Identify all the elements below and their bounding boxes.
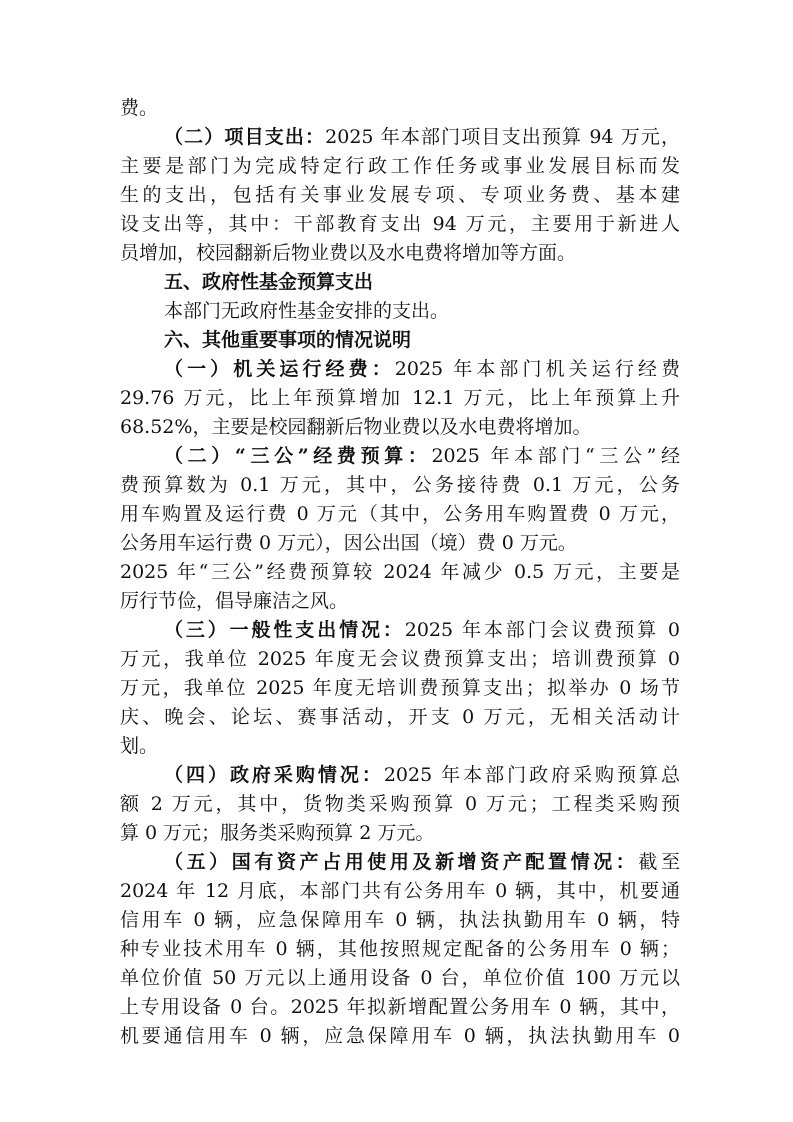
text-line	[120, 502, 680, 526]
text-run: 截至	[638, 851, 680, 873]
section-heading: （五）国有资产占用使用及新增资产配置情况：	[164, 851, 639, 873]
section-heading: （二）“三公”经费预算：	[164, 445, 432, 467]
text-run: 单位价值 50 万元以上通用设备 0 台，单位价值 100 万元以	[120, 967, 680, 989]
text-run: 2025 年本部门机关运行经费	[394, 358, 680, 380]
text-line	[120, 415, 680, 439]
text-line	[164, 444, 680, 468]
text-run: 种专业技术用车 0 辆，其他按照规定配备的公务用车 0 辆；	[120, 938, 680, 960]
text-line	[120, 212, 680, 236]
text-line	[120, 705, 680, 729]
text-run: 2024 年 12 月底，本部门共有公务用车 0 辆，其中，机要通	[120, 880, 680, 902]
text-run: 信用车 0 辆，应急保障用车 0 辆，执法执勤用车 0 辆，特	[120, 909, 680, 931]
text-line	[120, 1024, 680, 1048]
text-run: 主要是部门为完成特定行政工作任务或事业发展目标而发	[120, 155, 680, 177]
text-run: 万元，我单位 2025 年度无培训费预算支出；拟举办 0 场节	[120, 677, 680, 699]
text-run: 2025 年本部门项目支出预算 94 万元，	[325, 126, 680, 148]
text-run: 万元，我单位 2025 年度无会议费预算支出；培训费预算 0	[120, 648, 680, 670]
text-run: 额 2 万元，其中，货物类采购预算 0 万元；工程类采购预	[120, 793, 680, 815]
text-line	[164, 850, 680, 874]
text-line	[120, 560, 680, 584]
section-heading: （三）一般性支出情况：	[164, 619, 405, 641]
text-line	[120, 792, 680, 816]
text-line	[120, 531, 680, 555]
text-line	[164, 328, 680, 352]
text-run: 机要通信用车 0 辆，应急保障用车 0 辆，执法执勤用车 0	[120, 1025, 680, 1047]
text-run: 用车购置及运行费 0 万元（其中，公务用车购置费 0 万元，	[120, 503, 680, 525]
text-run: 设支出等，其中：干部教育支出 94 万元，主要用于新进人	[120, 213, 680, 235]
section-heading: 五、政府性基金预算支出	[164, 271, 374, 293]
text-line	[120, 96, 680, 120]
text-run: 费。	[120, 97, 159, 119]
text-line	[164, 763, 680, 787]
text-run: 2025 年本部门“三公”经	[431, 445, 680, 467]
text-run: 2025 年本部门政府采购预算总	[383, 764, 680, 786]
text-line	[164, 125, 680, 149]
text-run: 费预算数为 0.1 万元，其中，公务接待费 0.1 万元，公务	[120, 474, 680, 496]
text-line	[164, 299, 680, 323]
text-line	[120, 734, 680, 758]
text-run: 上专用设备 0 台。2025 年拟新增配置公务用车 0 辆，其中，	[120, 996, 680, 1018]
text-line	[120, 473, 680, 497]
text-run: 划。	[120, 735, 159, 757]
text-line	[164, 357, 680, 381]
text-run: 2025 年“三公”经费预算较 2024 年减少 0.5 万元，主要是	[120, 561, 680, 583]
text-line	[120, 154, 680, 178]
text-run: 本部门无政府性基金安排的支出。	[164, 300, 450, 322]
section-heading: 六、其他重要事项的情况说明	[164, 329, 412, 351]
text-line	[120, 386, 680, 410]
text-line	[120, 241, 680, 265]
text-line	[120, 879, 680, 903]
text-run: 员增加，校园翻新后物业费以及水电费将增加等方面。	[120, 242, 577, 264]
text-run: 算 0 万元；服务类采购预算 2 万元。	[120, 822, 435, 844]
text-run: 29.76 万元，比上年预算增加 12.1 万元，比上年预算上升	[120, 387, 680, 409]
text-line	[120, 908, 680, 932]
text-line	[120, 676, 680, 700]
text-run: 庆、晚会、论坛、赛事活动，开支 0 万元，无相关活动计	[120, 706, 680, 728]
text-line	[120, 966, 680, 990]
text-line	[120, 183, 680, 207]
text-line	[164, 270, 680, 294]
text-line	[164, 618, 680, 642]
text-run: 生的支出，包括有关事业发展专项、专项业务费、基本建	[120, 184, 680, 206]
text-run: 2025 年本部门会议费预算 0	[404, 619, 680, 641]
text-run: 68.52%，主要是校园翻新后物业费以及水电费将增加。	[120, 416, 592, 438]
section-heading: （四）政府采购情况：	[164, 764, 384, 786]
section-heading: （一）机关运行经费：	[164, 358, 395, 380]
text-line	[120, 647, 680, 671]
text-run: 厉行节俭，倡导廉洁之风。	[120, 590, 349, 612]
section-heading: （二）项目支出：	[164, 126, 326, 148]
text-run: 公务用车运行费 0 万元），因公出国（境）费 0 万元。	[120, 532, 577, 554]
text-line	[120, 937, 680, 961]
text-line	[120, 995, 680, 1019]
text-line	[120, 589, 680, 613]
text-line	[120, 821, 680, 845]
